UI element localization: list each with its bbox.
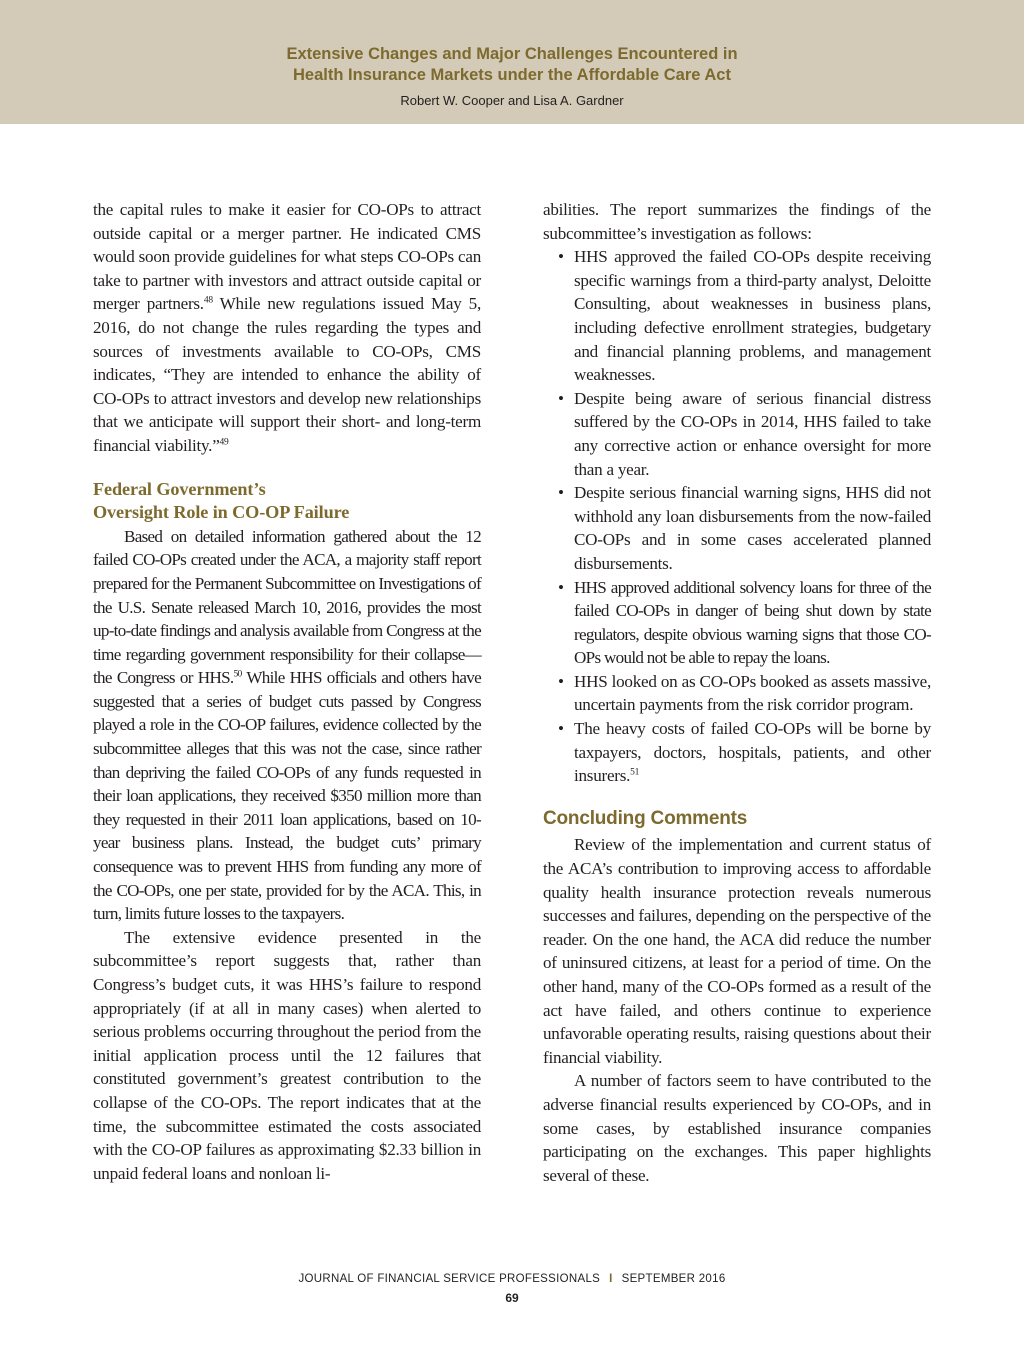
left-paragraph-2-text-a: Based on detailed information gathered about the 12 failed CO-OPs created under the ACA, a majority staff report prepared for the Permanent Subcommittee on Investigations of the U.S. Senate released March 10, 2016, provides the most up-to-date findings and analysis available from Congress at the time regarding government responsibility for their collapse—the Congress or HHS. bbox=[93, 526, 481, 688]
right-paragraph-3: A number of factors seem to have contributed to the adverse financial results experienced by CO-OPs, and in some cases, by established insurance companies participating on the exchanges. This paper highlights several of these. bbox=[543, 1071, 931, 1185]
section-heading-federal-oversight bbox=[93, 478, 481, 525]
list-item-text: Despite being aware of serious financial distress suffered by the CO-OPs in 2014, HHS failed to take any corrective action or enhance oversight for more than a year. bbox=[574, 388, 931, 479]
list-item-text: Despite serious financial warning signs, HHS did not withhold any loan disbursements from the now-failed CO-OPs and in some cases accelerated planned disbursements. bbox=[574, 483, 931, 573]
footer-separator: I bbox=[609, 1273, 613, 1285]
list-item bbox=[543, 481, 931, 575]
running-footer bbox=[0, 1271, 1024, 1287]
bullet-icon: • bbox=[558, 671, 564, 691]
left-paragraph-2-text-b: While HHS officials and others have suggested that a series of budget cuts passed by Congress played a role in the CO-OP failures, evidence collected by the subcommittee alleges that this was not the case, since rather than depriving the failed CO-OPs of any funds requested in their loan applications, they received $350 million more than they requested in their 2011 loan applications, based on 10-year business plans. Instead, the budget cuts’ primary consequence was to prevent HHS from funding any more of the CO-OPs, one per state, provided for by the ACA. This, in turn, limits future losses to the taxpayers. bbox=[93, 668, 481, 924]
header-title-line-2: Health Insurance Markets under the Affordable Care Act bbox=[293, 66, 731, 84]
list-item bbox=[543, 576, 931, 670]
bullet-icon: • bbox=[558, 247, 564, 267]
bullet-icon: • bbox=[558, 483, 564, 503]
footnote-ref-49: 49 bbox=[219, 437, 229, 448]
left-paragraph-1-text-a: the capital rules to make it easier for CO-OPs to attract outside capital or a merger partner. He indicated CMS would soon provide guidelines for what steps CO-OPs can take to partner with investors and attract outside capital or merger partners. bbox=[93, 200, 481, 314]
left-paragraph-3: The extensive evidence presented in the subcommittee’s report suggests that, rather than Congress’s budget cuts, it was HHS’s failure to respond appropriately (if at all in many cases) when alerted to serious problems occurring throughout the period from the initial application process until the 12 failures that constituted government’s greatest contribution to the collapse of the CO-OPs. The report indicates that at the time, the subcommittee estimated the costs associated with the CO-OP failures as approximating $2.33 billion in unpaid federal loans and nonloan li- bbox=[93, 927, 481, 1183]
page-number: 69 bbox=[505, 1291, 519, 1305]
left-paragraph-1 bbox=[93, 198, 481, 458]
bullet-icon: • bbox=[558, 719, 564, 739]
left-paragraph-2 bbox=[93, 525, 481, 926]
footer-date: SEPTEMBER 2016 bbox=[621, 1273, 726, 1285]
section-heading-line-2: Oversight Role in CO-OP Failure bbox=[93, 502, 350, 523]
list-item bbox=[543, 670, 931, 717]
list-item-text: HHS approved the failed CO-OPs despite receiving specific warnings from a third-party analyst, Deloitte Consulting, about weaknesses in business plans, including defective enrollment strategies, budgetary and financial planning problems, and management weaknesses. bbox=[574, 247, 931, 385]
list-item bbox=[543, 387, 931, 481]
list-item bbox=[543, 717, 931, 788]
bullet-icon: • bbox=[558, 577, 564, 597]
list-item-text: HHS approved additional solvency loans for three of the failed CO-OPs in danger of being shut down by state regulators, despite obvious warning signs that those CO-OPs would not be able to repay the loans. bbox=[574, 577, 931, 668]
list-item bbox=[543, 245, 931, 387]
right-paragraph-2: Review of the implementation and current status of the ACA’s contribution to improving access to affordable quality health insurance protection reveals numerous successes and failures, depending on the perspective of the reader. On the one hand, the ACA did reduce the number of uninsured citizens, at least for a period of time. On the other hand, many of the CO-OPs formed as a result of the act have failed, and others continue to experience unfavorable operating results, raising questions about their financial viability. bbox=[543, 835, 931, 1067]
header-authors: Robert W. Cooper and Lisa A. Gardner bbox=[400, 93, 624, 108]
section-heading-concluding-comments: Concluding Comments bbox=[543, 807, 748, 829]
left-column bbox=[93, 198, 481, 1185]
footnote-ref-50: 50 bbox=[233, 669, 242, 680]
list-item-text: HHS looked on as CO-OPs booked as assets massive, uncertain payments from the risk corridor program. bbox=[574, 671, 931, 715]
findings-list bbox=[543, 245, 931, 788]
footnote-ref-51: 51 bbox=[630, 767, 640, 778]
section-heading-line-1: Federal Government’s bbox=[93, 478, 266, 499]
list-item-text: The heavy costs of failed CO-OPs will be borne by taxpayers, doctors, hospitals, patients, and other insurers. bbox=[574, 719, 931, 786]
right-column bbox=[543, 198, 931, 1187]
bullet-icon: • bbox=[558, 388, 564, 408]
right-paragraph-1: abilities. The report summarizes the findings of the subcommittee’s investigation as follows: bbox=[543, 200, 931, 243]
left-paragraph-1-text-b: While new regulations issued May 5, 2016, do not change the rules regarding the types and sources of investments available to CO-OPs, CMS indicates, “They are intended to enhance the ability of CO-OPs to attract investors and develop new relationships that we anticipate will support their short- and long-term financial viability.” bbox=[93, 294, 481, 455]
header-title-line-1: Extensive Changes and Major Challenges Encountered in bbox=[286, 45, 738, 63]
footer-journal: JOURNAL OF FINANCIAL SERVICE PROFESSIONALS bbox=[298, 1273, 601, 1285]
footnote-ref-48: 48 bbox=[203, 295, 213, 306]
running-header bbox=[0, 0, 1024, 124]
